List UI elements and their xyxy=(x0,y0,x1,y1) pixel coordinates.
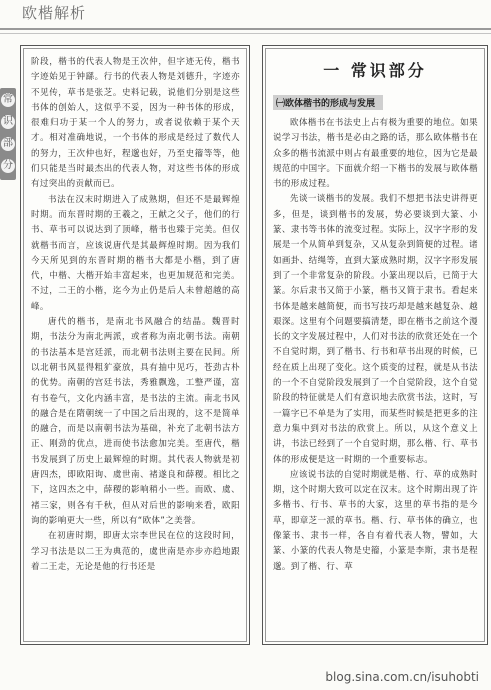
body-paragraph: 阶段，楷书的代表人物是王次仲，但字迹无传，楷书字迹始见于钟繇。行书的代表人物是刘德升，字迹亦不见传，草书是张芝。史料记载，说他们分别是这些书体的创始人，这似乎不妥，因为一种书体的形成，很难归功于某一个人的努力，或者说依赖于某个天才。相对准确地说，一个书体的形成是经过了数代人的努力，王次仲也好，程邈也好，乃至史籀等等，他们只能是当时最杰出的代表人物，对这些书体的形成有过突出的贡献而已。 xyxy=(31,57,240,190)
right-column-body xyxy=(263,114,487,575)
header-rule xyxy=(0,28,491,30)
body-paragraph: 唐代的楷书，是南北书风融合的结晶。魏晋时期，书法分为南北两派，或者称为南北朝书法。南朝的书法基本是宫廷派，而北朝书法则主要在民间。所以北朝书风显得粗犷豪放，具有抽中见巧，苍劲古朴的优势。南朝的宫廷书法，秀雅飘逸，工整严谨，富有书卷气，文化内涵丰富，是书法的主流。南北书风的融合是在隋朝统一了中国之后出现的，这不是简单的融合，而是以南朝书法为基础，补充了北朝书法方正、刚劲的优点，进而使书法愈加完美。至唐代，楷书发展到了历史上最辉煌的时期。其代表人物就是初唐四杰，即欧阳询、虞世南、褚遂良和薛稷。相比之下，这四杰之中，薛稷的影响稍小一些。而欧、虞、褚三家，则各有千秋，但从对后世的影响来看，欧阳询的影响更大一些，所以有“欧体”之美誉。 xyxy=(31,317,240,526)
blog-watermark: blog.sina.com.cn/isuhobti xyxy=(325,670,479,684)
right-text-column xyxy=(262,45,488,645)
section-side-tab xyxy=(0,88,16,180)
header-rule-thin xyxy=(0,33,491,34)
side-tab-char: 常 xyxy=(3,94,13,105)
body-paragraph: 欧体楷书在书法史上占有极为重要的地位。如果说学习书法，楷书是必由之路的话，那么欧体楷书在众多的楷书流派中则占有最重要的地位，因为它是最规范的中国字。下面就介绍一下楷书的发展与欧体楷书的形成过程。 xyxy=(273,118,478,190)
body-paragraph: 先谈一谈楷书的发展。我们不想把书法史讲得更多，但是，谈到楷书的发展，势必要谈到大篆、小篆、隶书等书体的流变过程。实际上，汉字字形的发展是一个从简单到复杂，又从复杂到简便的过程。诸如画卦、结绳等，直到大篆成熟时期，汉字字形发展到了一个非常复杂的阶段。小篆出现以后，已简于大篆。尔后隶书又简于小篆，楷书又简于隶书。看起来书体是越来越简便，而书写技巧却是越来越复杂、越艰深。这里有个问题要搞清楚，即在楷书之前这个漫长的文字发展过程中，人们对书法的欣赏还处在一个不自觉时期，到了楷书、行书和草书出现的时候，已经在质上出现了变化。这个质变的过程，就是从书法的一个不自觉阶段发展到了一个自觉阶段，这个自觉阶段的特征就是人们有意识地去欣赏书法，这时，写一篇字已不单是为了实用，而某些时候是把更多的注意力集中到对书法的欣赏上。所以，从这个意义上讲，书法已经到了一个自觉时期，那么楷、行、草书体的形成便是这一时期的一个重要标志。 xyxy=(273,194,478,465)
body-paragraph: 在初唐时期，即唐太宗李世民在位的这段时间，学习书法是以二王为典范的，虞世南是亦步亦趋地跟着二王走，无论是他的行书还是 xyxy=(31,531,240,572)
body-paragraph: 应该说书法的自觉时期就是楷、行、草的成熟时期，这个时期大致可以定在汉末。这个时期出现了许多楷书、行书、草书的大家，这里的草书指的是今草，即章芝一派的草书。楷、行、草书体的确立，也像篆书、隶书一样，各自有着代表人物，譬如，大篆、小篆的代表人物是史籀，小篆是李斯，隶书是程邈。到了楷、行、草 xyxy=(273,469,478,572)
side-tab-char: 部 xyxy=(3,138,13,149)
body-paragraph: 书法在汉末时期进入了成熟期，但还不是最辉煌时期。而东晋时期的王羲之，王献之父子，他们的行书、草书可以说达到了顶峰，楷书也臻于完美。但仅就楷书而言，应该说唐代是其最辉煌时期。因为我们今天所见到的东晋时期的楷书大都是小楷，到了唐代，中楷、大楷开始丰富起来，也更加规范和完美。不过，二王的小楷，迄今为止仍是后人未曾超越的高峰。 xyxy=(31,194,240,312)
left-column-body xyxy=(21,46,249,575)
running-title: 欧楷解析 xyxy=(22,4,87,22)
side-tab-char: 分 xyxy=(3,160,13,171)
side-tab-char: 识 xyxy=(3,116,13,127)
subsection-heading: ㈠欧体楷书的形成与发展 xyxy=(273,95,383,110)
left-text-column xyxy=(20,45,250,645)
section-heading: 一 常识部分 xyxy=(323,61,427,80)
